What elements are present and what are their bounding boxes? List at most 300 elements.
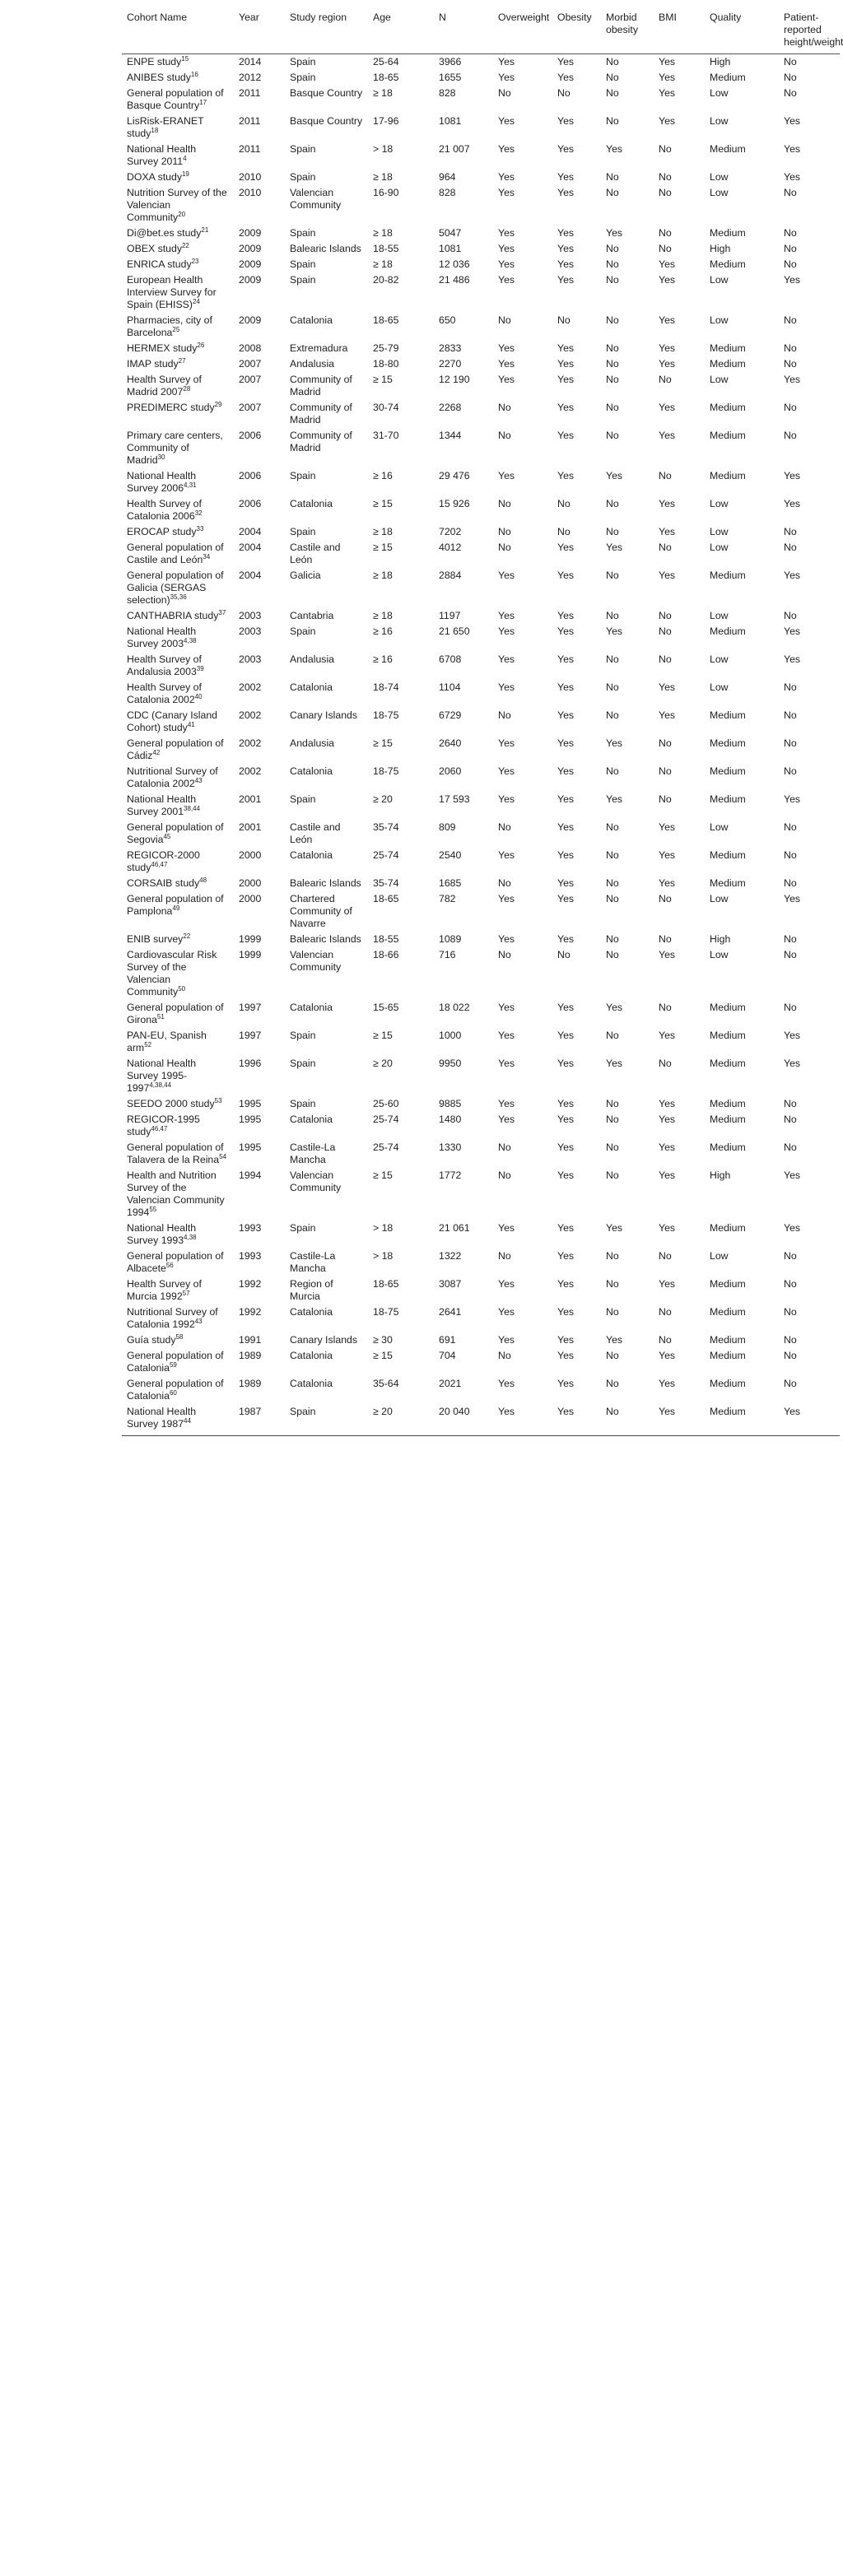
- cell-bmi: Yes: [659, 570, 676, 581]
- cell-year: 2003: [239, 653, 262, 665]
- cell-cohort-name: [122, 86, 234, 114]
- cell-study-region: Spain: [290, 793, 316, 805]
- cell-study-region: Spain: [285, 1404, 368, 1436]
- cell-bmi: Yes: [654, 1404, 705, 1436]
- cell-quality: High: [710, 933, 731, 945]
- reference-superscript: 25: [172, 325, 180, 333]
- cell-year: 1994: [239, 1169, 262, 1181]
- cell-cohort-name: [122, 428, 234, 468]
- reference-superscript: 40: [194, 692, 203, 700]
- cell-overweight: Yes: [498, 1334, 515, 1346]
- cell-bmi: Yes: [659, 1142, 676, 1153]
- cell-n: 5047: [439, 227, 462, 239]
- cell-patient-reported: Yes: [784, 653, 801, 665]
- cell-n: 650: [439, 314, 456, 326]
- cell-overweight: Yes: [498, 143, 515, 155]
- header-patient-reported: Patient-reported height/weight: [779, 0, 840, 54]
- cell-quality: Medium: [710, 737, 746, 749]
- cell-morbid-obesity: No: [606, 342, 619, 354]
- cell-year: 1999: [239, 949, 262, 960]
- table-row: [122, 428, 840, 468]
- table-row: [122, 226, 840, 241]
- cell-n: 2270: [439, 358, 462, 370]
- cell-quality: Low: [710, 610, 729, 621]
- cell-n: 2640: [439, 737, 462, 749]
- cell-cohort-name: [122, 652, 234, 680]
- cell-n: 1655: [439, 72, 462, 83]
- cell-age: 25-74: [373, 1114, 399, 1125]
- reference-superscript: 22: [181, 241, 189, 249]
- cell-quality: Low: [710, 87, 729, 99]
- table-row: [122, 1056, 840, 1096]
- cell-overweight: Yes: [498, 653, 515, 665]
- cell-morbid-obesity: No: [606, 187, 619, 198]
- cell-n: 1104: [439, 681, 461, 693]
- cell-study-region: Chartered Community of Navarre: [290, 893, 352, 929]
- cell-cohort-name: [122, 1221, 234, 1248]
- cell-n: 3966: [439, 56, 462, 67]
- cell-quality: Low: [710, 187, 729, 198]
- cell-overweight: Yes: [498, 171, 515, 183]
- cell-bmi: Yes: [659, 1222, 676, 1234]
- cell-study-region: Catalonia: [290, 765, 333, 777]
- cell-cohort-name: [122, 241, 234, 257]
- reference-superscript: 22: [183, 932, 191, 940]
- reference-superscript: 39: [196, 664, 204, 672]
- cell-bmi: Yes: [659, 1098, 676, 1109]
- cell-study-region: Catalonia: [290, 1306, 333, 1318]
- table-row: [122, 1096, 840, 1112]
- cell-n: 18 022: [439, 1002, 470, 1013]
- cell-bmi: No: [659, 243, 672, 254]
- cell-n: 1081: [439, 115, 462, 127]
- cell-year: 2003: [239, 610, 262, 621]
- cell-bmi: Yes: [659, 1278, 676, 1290]
- cohort-name-text: National Health Survey 1995-1997: [127, 1058, 197, 1094]
- cell-morbid-obesity: No: [606, 374, 619, 385]
- reference-superscript: 60: [169, 1388, 177, 1397]
- cohort-name-text: European Health Interview Survey for Spain (EHISS): [127, 274, 217, 310]
- table-row: [122, 86, 840, 114]
- table-row: [122, 1376, 840, 1404]
- cell-n: 21 486: [439, 274, 470, 286]
- table-row: [122, 1000, 840, 1028]
- table-row: [122, 680, 840, 708]
- cell-obesity: Yes: [557, 72, 575, 83]
- cell-study-region: Community of Madrid: [290, 430, 352, 453]
- cohort-name-text: SEEDO 2000 study: [127, 1098, 215, 1109]
- cell-patient-reported: No: [784, 933, 797, 945]
- cell-morbid-obesity: No: [606, 87, 619, 99]
- cell-n: 964: [439, 171, 456, 183]
- cell-year: 1992: [239, 1278, 262, 1290]
- cohort-name-text: ENPE study: [127, 56, 182, 67]
- header-year: Year: [234, 0, 285, 54]
- table-row: [122, 891, 840, 932]
- cell-year: 2002: [239, 737, 262, 749]
- cell-bmi: No: [659, 542, 672, 553]
- cell-cohort-name: [122, 496, 234, 524]
- cohort-name-text: Health Survey of Catalonia 2002: [127, 681, 202, 705]
- table-row: [122, 1168, 840, 1221]
- table-row: [122, 708, 840, 736]
- cell-obesity: Yes: [557, 709, 575, 721]
- cell-patient-reported: No: [784, 526, 797, 537]
- cell-morbid-obesity: No: [606, 1142, 619, 1153]
- cell-overweight: Yes: [498, 849, 515, 861]
- cell-patient-reported: No: [784, 765, 797, 777]
- cell-morbid-obesity: No: [606, 1030, 619, 1041]
- reference-superscript: 43: [194, 1317, 203, 1325]
- cell-age: ≥ 16: [373, 653, 393, 665]
- cell-quality: Low: [710, 949, 729, 960]
- cell-study-region: Region of Murcia: [290, 1278, 333, 1302]
- cell-patient-reported: No: [784, 877, 797, 889]
- table-row: [122, 624, 840, 652]
- header-morbid-obesity: Morbid obesity: [601, 0, 654, 54]
- cell-quality: Medium: [710, 793, 746, 805]
- cell-obesity: Yes: [557, 765, 575, 777]
- table-row: [122, 372, 840, 400]
- table-row: [122, 652, 840, 680]
- cell-study-region: Valencian Community: [290, 949, 342, 973]
- cell-bmi: Yes: [659, 1114, 676, 1125]
- cell-patient-reported: No: [784, 1098, 797, 1109]
- cell-morbid-obesity: Yes: [606, 793, 623, 805]
- cell-overweight: Yes: [498, 793, 515, 805]
- cell-bmi: Yes: [659, 72, 676, 83]
- cell-morbid-obesity: Yes: [606, 1002, 623, 1013]
- cell-study-region: Castile and León: [290, 821, 341, 845]
- cell-cohort-name: [122, 468, 234, 496]
- cell-bmi: No: [659, 1002, 672, 1013]
- cell-age: 18-75: [373, 709, 399, 721]
- cell-cohort-name: [122, 400, 234, 428]
- cell-quality: Medium: [710, 1378, 746, 1389]
- cell-quality: Medium: [710, 570, 746, 581]
- table-row: [122, 496, 840, 524]
- cell-age: ≥ 18: [373, 171, 393, 183]
- reference-superscript: 46,47: [151, 1124, 168, 1132]
- cell-age: 18-74: [373, 681, 399, 693]
- cell-morbid-obesity: No: [606, 1098, 619, 1109]
- cohort-name-text: Guía study: [127, 1334, 176, 1346]
- cell-study-region: Spain: [290, 171, 316, 183]
- table-row: [122, 764, 840, 792]
- cell-year: 2004: [239, 526, 262, 537]
- cell-study-region: Spain: [290, 1030, 316, 1041]
- cell-year: 2001: [239, 793, 262, 805]
- cell-patient-reported: Yes: [784, 1030, 801, 1041]
- cell-year: 2000: [239, 893, 262, 904]
- cohort-name-text: General population of Catalonia: [127, 1378, 224, 1402]
- cohort-name-text: Nutrition Survey of the Valencian Community: [127, 187, 227, 223]
- table-row: [122, 524, 840, 540]
- header-n: N: [434, 0, 493, 54]
- reference-superscript: 4,38: [184, 636, 197, 644]
- cohort-name-text: Pharmacies, city of Barcelona: [127, 314, 212, 338]
- reference-superscript: 32: [194, 509, 203, 517]
- cell-year: 2000: [239, 877, 262, 889]
- cell-morbid-obesity: Yes: [606, 143, 623, 155]
- cell-quality: Low: [710, 115, 729, 127]
- table-row: [122, 1276, 840, 1304]
- table-row: [122, 1112, 840, 1140]
- cell-bmi: No: [659, 765, 672, 777]
- cell-quality: Low: [710, 526, 729, 537]
- cell-cohort-name: [122, 820, 234, 848]
- cell-year: 2011: [239, 87, 261, 99]
- cell-age: > 18: [373, 143, 394, 155]
- reference-superscript: 29: [214, 400, 222, 408]
- cohort-name-text: REGICOR-2000 study: [127, 849, 200, 873]
- cohort-name-text: General population of Basque Country: [127, 87, 224, 111]
- cell-morbid-obesity: No: [606, 258, 619, 270]
- cell-morbid-obesity: No: [606, 243, 619, 254]
- cell-cohort-name: [122, 70, 234, 86]
- cell-bmi: No: [659, 1058, 672, 1069]
- cell-obesity: Yes: [557, 1278, 575, 1290]
- cell-year: 2006: [239, 498, 262, 509]
- cell-overweight: Yes: [498, 625, 515, 637]
- cell-morbid-obesity: No: [606, 765, 619, 777]
- cell-bmi: No: [659, 227, 672, 239]
- cell-cohort-name: [122, 1056, 234, 1096]
- reference-superscript: 55: [149, 1205, 157, 1213]
- cell-patient-reported: No: [784, 342, 797, 354]
- header-cohort-name: Cohort Name: [122, 0, 234, 54]
- cell-obesity: Yes: [557, 56, 575, 67]
- cell-morbid-obesity: Yes: [606, 227, 623, 239]
- cell-overweight: Yes: [498, 258, 515, 270]
- cell-obesity: Yes: [557, 115, 575, 127]
- table-row: [122, 1028, 840, 1056]
- cell-obesity: Yes: [557, 258, 575, 270]
- cell-study-region: Andalusia: [290, 358, 335, 370]
- cell-bmi: No: [659, 893, 672, 904]
- cell-year: 1996: [239, 1058, 262, 1069]
- cell-n: 29 476: [439, 470, 470, 481]
- table-container: [122, 0, 843, 1436]
- cell-bmi: Yes: [659, 115, 676, 127]
- cell-year: 2011: [239, 115, 261, 127]
- cell-year: 2008: [239, 342, 262, 354]
- cell-year: 2011: [239, 143, 261, 155]
- cell-bmi: Yes: [659, 87, 676, 99]
- cell-cohort-name: [122, 736, 234, 764]
- cell-quality: Medium: [710, 1306, 746, 1318]
- cell-quality: Medium: [710, 849, 746, 861]
- cohort-table: [122, 0, 843, 1436]
- cell-morbid-obesity: No: [606, 877, 619, 889]
- cell-bmi: No: [659, 143, 672, 155]
- cohort-name-text: Health Survey of Madrid 2007: [127, 374, 202, 398]
- cell-year: 1995: [239, 1114, 262, 1125]
- table-row: [122, 313, 840, 341]
- cell-morbid-obesity: No: [606, 570, 619, 581]
- cell-age: ≥ 15: [373, 737, 393, 749]
- reference-superscript: 53: [214, 1096, 222, 1104]
- cell-bmi: No: [659, 374, 672, 385]
- cell-study-region: Valencian Community: [290, 1169, 342, 1193]
- table-row: [122, 114, 840, 142]
- cell-year: 2001: [239, 821, 262, 833]
- reference-superscript: 4,38: [184, 1233, 197, 1241]
- cell-overweight: No: [498, 87, 511, 99]
- cell-patient-reported: No: [784, 1250, 797, 1262]
- cell-obesity: Yes: [557, 227, 575, 239]
- cell-cohort-name: [122, 170, 234, 185]
- cell-patient-reported: No: [784, 56, 797, 67]
- reference-superscript: 35,36: [170, 593, 187, 601]
- cell-age: 18-65: [373, 72, 399, 83]
- cell-study-region: Andalusia: [290, 737, 335, 749]
- cohort-name-text: HERMEX study: [127, 342, 198, 354]
- cell-age: 35-74: [373, 821, 399, 833]
- cell-cohort-name: [122, 1248, 234, 1276]
- cell-quality: Low: [710, 681, 729, 693]
- cell-obesity: Yes: [557, 1030, 575, 1041]
- cell-overweight: Yes: [498, 1222, 515, 1234]
- cell-study-region: Community of Madrid: [290, 402, 352, 425]
- cell-n: 15 926: [439, 498, 470, 509]
- cell-age: 18-55: [373, 933, 399, 945]
- cell-quality: Low: [710, 1250, 729, 1262]
- cell-overweight: Yes: [498, 765, 515, 777]
- cell-obesity: Yes: [557, 1334, 575, 1346]
- cell-morbid-obesity: No: [601, 1404, 654, 1436]
- cell-n: 20 040: [434, 1404, 493, 1436]
- cell-overweight: Yes: [498, 274, 515, 286]
- cell-year: 2007: [239, 358, 262, 370]
- cell-age: 25-74: [373, 849, 399, 861]
- table-row: [122, 241, 840, 257]
- cell-quality: Low: [710, 274, 729, 286]
- header-obesity: Obesity: [552, 0, 601, 54]
- cell-age: ≥ 20: [373, 793, 393, 805]
- cell-quality: Medium: [710, 358, 746, 370]
- cell-cohort-name: [122, 1112, 234, 1140]
- cell-n: 828: [439, 87, 456, 99]
- cell-age: ≥ 20: [373, 1058, 393, 1069]
- cell-cohort-name: [122, 568, 234, 608]
- cohort-name-text: REGICOR-1995 study: [127, 1114, 200, 1137]
- cell-morbid-obesity: No: [606, 171, 619, 183]
- cell-quality: Low: [710, 821, 729, 833]
- cell-overweight: Yes: [498, 342, 515, 354]
- cell-patient-reported: No: [784, 681, 797, 693]
- cell-obesity: Yes: [557, 1350, 575, 1361]
- cell-n: 2060: [439, 765, 462, 777]
- cell-quality: Medium: [710, 72, 746, 83]
- cell-obesity: Yes: [557, 143, 575, 155]
- cell-morbid-obesity: No: [606, 72, 619, 83]
- cell-morbid-obesity: No: [606, 115, 619, 127]
- cell-morbid-obesity: No: [606, 1306, 619, 1318]
- cell-year: 2004: [239, 570, 262, 581]
- cell-quality: Medium: [710, 1278, 746, 1290]
- cell-age: ≥ 15: [373, 374, 393, 385]
- cell-n: 6708: [439, 653, 462, 665]
- cell-bmi: Yes: [659, 821, 676, 833]
- cell-n: 1685: [439, 877, 462, 889]
- cohort-name-text: General population of Albacete: [127, 1250, 224, 1274]
- cell-study-region: Spain: [290, 56, 316, 67]
- cell-cohort-name: [122, 226, 234, 241]
- cell-bmi: Yes: [659, 56, 676, 67]
- cell-n: 9885: [439, 1098, 462, 1109]
- cell-cohort-name: [122, 891, 234, 932]
- cell-overweight: No: [498, 1142, 511, 1153]
- cell-overweight: Yes: [498, 72, 515, 83]
- cell-patient-reported: No: [784, 72, 797, 83]
- cell-year: 2003: [239, 625, 262, 637]
- table-row: [122, 142, 840, 170]
- cell-cohort-name: [122, 1168, 234, 1221]
- cell-cohort-name: [122, 356, 234, 372]
- cell-n: 2884: [439, 570, 462, 581]
- cell-patient-reported: No: [784, 1378, 797, 1389]
- reference-superscript: 21: [201, 226, 209, 234]
- cell-cohort-name: [122, 114, 234, 142]
- cell-obesity: Yes: [557, 893, 575, 904]
- cohort-name-text: ANIBES study: [127, 72, 191, 83]
- cell-obesity: No: [557, 526, 571, 537]
- cohort-name-text: General population of Segovia: [127, 821, 224, 845]
- cell-year: 2000: [239, 849, 262, 861]
- cell-obesity: Yes: [557, 737, 575, 749]
- cell-age: 31-70: [373, 430, 399, 441]
- cell-quality: Low: [710, 498, 729, 509]
- cell-overweight: No: [498, 498, 511, 509]
- cell-obesity: Yes: [557, 610, 575, 621]
- cell-n: 2540: [439, 849, 462, 861]
- cell-study-region: Basque Country: [290, 87, 363, 99]
- cell-morbid-obesity: Yes: [606, 542, 623, 553]
- cell-overweight: No: [498, 877, 511, 889]
- cell-overweight: Yes: [498, 1030, 515, 1041]
- cell-year: 2009: [239, 314, 262, 326]
- cell-cohort-name: [122, 372, 234, 400]
- cell-n: 828: [439, 187, 456, 198]
- cohort-name-text: Health Survey of Murcia 1992: [127, 1278, 202, 1302]
- cell-patient-reported: No: [784, 243, 797, 254]
- cell-overweight: Yes: [498, 893, 515, 904]
- cohort-name-text: CDC (Canary Island Cohort) study: [127, 709, 218, 733]
- cell-overweight: No: [498, 542, 511, 553]
- cell-year: 2010: [239, 187, 262, 198]
- reference-superscript: 49: [172, 904, 180, 912]
- cell-overweight: Yes: [498, 570, 515, 581]
- cohort-name-text: General population of Cádiz: [127, 737, 224, 761]
- cell-quality: Medium: [710, 1222, 746, 1234]
- table-row: [122, 185, 840, 226]
- cell-quality: Medium: [710, 470, 746, 481]
- cell-quality: Medium: [710, 258, 746, 270]
- cell-year: 1997: [239, 1030, 262, 1041]
- cell-cohort-name: [122, 524, 234, 540]
- cell-year: 1995: [239, 1098, 262, 1109]
- cell-patient-reported: No: [784, 1306, 797, 1318]
- cell-quality: Low: [710, 893, 729, 904]
- reference-superscript: 30: [157, 453, 165, 461]
- cell-patient-reported: Yes: [784, 143, 801, 155]
- cell-bmi: Yes: [659, 709, 676, 721]
- reference-superscript: 17: [199, 98, 207, 106]
- cell-cohort-name: [122, 708, 234, 736]
- table-row: [122, 736, 840, 764]
- table-row: [122, 1332, 840, 1348]
